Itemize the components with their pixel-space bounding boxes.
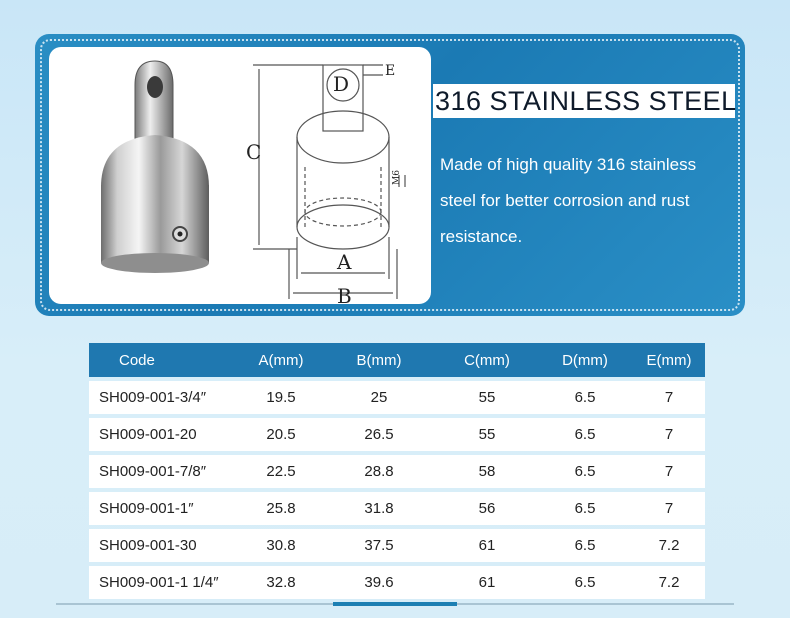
table-cell: 20.5 xyxy=(241,418,321,451)
table-cell: 7 xyxy=(633,381,705,414)
table-cell: 61 xyxy=(437,529,537,562)
description xyxy=(440,147,740,255)
product-image-panel xyxy=(49,47,431,304)
column-header: C(mm) xyxy=(437,343,537,377)
table-cell: 6.5 xyxy=(537,529,633,562)
table-cell: 30.8 xyxy=(241,529,321,562)
dimension-label-c: C xyxy=(246,140,262,164)
table-cell: 6.5 xyxy=(537,418,633,451)
table-cell: 6.5 xyxy=(537,492,633,525)
table-cell: 32.8 xyxy=(241,566,321,599)
table-cell: SH009-001-3/4″ xyxy=(89,381,241,414)
table-cell: 7.2 xyxy=(633,529,705,562)
footer-accent-bar xyxy=(333,602,457,606)
table-cell: 7 xyxy=(633,418,705,451)
technical-drawing xyxy=(239,47,431,304)
column-header: D(mm) xyxy=(537,343,633,377)
table-cell: SH009-001-1 1/4″ xyxy=(89,566,241,599)
column-header: B(mm) xyxy=(321,343,437,377)
table-cell: 7.2 xyxy=(633,566,705,599)
column-header: Code xyxy=(89,343,241,377)
description-line: steel for better corrosion and rust xyxy=(440,191,690,210)
table-cell: 25 xyxy=(321,381,437,414)
table-cell: SH009-001-20 xyxy=(89,418,241,451)
table-cell: SH009-001-1″ xyxy=(89,492,241,525)
column-header: A(mm) xyxy=(241,343,321,377)
table-cell: 6.5 xyxy=(537,455,633,488)
description-line: resistance. xyxy=(440,227,523,246)
dimension-label-a: A xyxy=(337,250,352,274)
table-cell: 19.5 xyxy=(241,381,321,414)
table-cell: 55 xyxy=(437,418,537,451)
table-cell: 61 xyxy=(437,566,537,599)
product-photo xyxy=(49,47,239,304)
table-cell: 7 xyxy=(633,455,705,488)
spec-table xyxy=(89,339,705,603)
table-cell: 22.5 xyxy=(241,455,321,488)
table-cell: 25.8 xyxy=(241,492,321,525)
table-cell: 26.5 xyxy=(321,418,437,451)
table-cell: SH009-001-30 xyxy=(89,529,241,562)
description-line: Made of high quality 316 stainless xyxy=(440,155,697,174)
table-cell: 39.6 xyxy=(321,566,437,599)
table-cell: 55 xyxy=(437,381,537,414)
table-cell: 7 xyxy=(633,492,705,525)
dimension-label-e: E xyxy=(385,63,396,79)
table-row xyxy=(89,492,705,525)
product-banner xyxy=(35,34,745,316)
table-header-row xyxy=(89,343,705,377)
table-cell: 28.8 xyxy=(321,455,437,488)
table-cell: 56 xyxy=(437,492,537,525)
table-row xyxy=(89,455,705,488)
table-cell: 6.5 xyxy=(537,381,633,414)
table-cell: 58 xyxy=(437,455,537,488)
table-row xyxy=(89,381,705,414)
table-row xyxy=(89,418,705,451)
table-cell: 6.5 xyxy=(537,566,633,599)
table-row xyxy=(89,529,705,562)
headline: 316 STAINLESS STEEL xyxy=(435,86,737,116)
table-cell: SH009-001-7/8″ xyxy=(89,455,241,488)
dimension-label-m6: M6 xyxy=(392,170,402,185)
dimension-label-b: B xyxy=(337,284,352,304)
table-cell: 31.8 xyxy=(321,492,437,525)
spec-table-wrapper xyxy=(89,339,705,603)
table-cell: 37.5 xyxy=(321,529,437,562)
dimension-label-d: D xyxy=(333,72,350,96)
table-row xyxy=(89,566,705,599)
column-header: E(mm) xyxy=(633,343,705,377)
